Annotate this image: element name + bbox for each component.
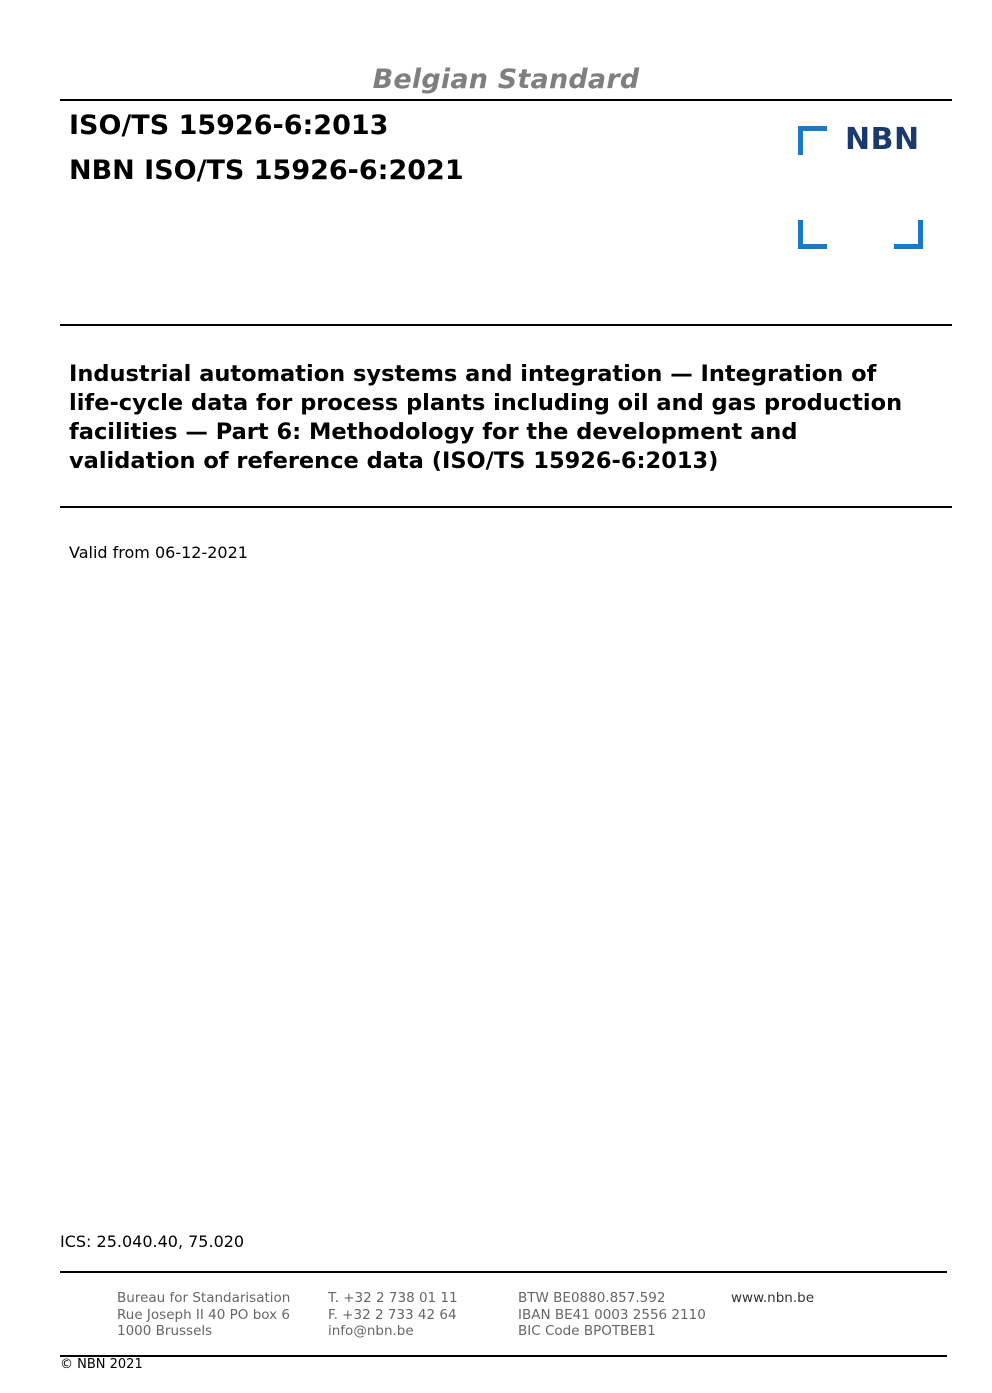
footer-phone: T. +32 2 738 01 11	[328, 1290, 458, 1306]
header-divider	[60, 99, 952, 101]
title-line: validation of reference data (ISO/TS 15926-6:2013)	[69, 448, 719, 474]
footer-address	[117, 1290, 290, 1340]
footer-contact	[328, 1290, 458, 1340]
footer-fax: F. +32 2 733 42 64	[328, 1306, 457, 1323]
footer-address-line: Rue Joseph II 40 PO box 6	[117, 1306, 290, 1323]
title-line: Industrial automation systems and integration — Integration of	[69, 361, 877, 387]
footer-top-divider	[60, 1271, 947, 1273]
title-top-divider	[60, 324, 952, 326]
title-line: facilities — Part 6: Methodology for the development and	[69, 419, 798, 445]
footer-address-line: 1000 Brussels	[117, 1323, 213, 1339]
nbn-logo	[797, 124, 922, 248]
footer-iban: IBAN BE41 0003 2556 2110	[518, 1306, 706, 1323]
footer-email-link[interactable]: info@nbn.be	[328, 1323, 414, 1339]
footer-website-link[interactable]: www.nbn.be	[731, 1290, 815, 1306]
logo-bracket-bottom-left	[798, 220, 827, 249]
footer-vat: BTW BE0880.857.592	[518, 1290, 666, 1306]
footer-bottom-divider	[60, 1355, 947, 1357]
logo-text: NBN	[845, 122, 920, 157]
valid-from-date: Valid from 06-12-2021	[69, 543, 248, 562]
footer-bic: BIC Code BPOTBEB1	[518, 1323, 656, 1339]
iso-standard-code: ISO/TS 15926-6:2013	[69, 110, 389, 141]
document-type-label: Belgian Standard	[372, 64, 640, 95]
logo-bracket-bottom-right	[894, 220, 923, 249]
footer-address-line: Bureau for Standarisation	[117, 1290, 291, 1306]
footer-banking	[518, 1290, 706, 1340]
ics-codes: ICS: 25.040.40, 75.020	[60, 1232, 245, 1251]
title-line: life-cycle data for process plants including oil and gas production	[69, 390, 903, 416]
document-title	[69, 360, 949, 476]
nbn-standard-code: NBN ISO/TS 15926-6:2021	[69, 155, 464, 186]
logo-bracket-top-left	[798, 126, 827, 155]
footer-website	[731, 1290, 814, 1307]
copyright-notice: © NBN 2021	[60, 1357, 143, 1372]
title-bottom-divider	[60, 506, 952, 508]
